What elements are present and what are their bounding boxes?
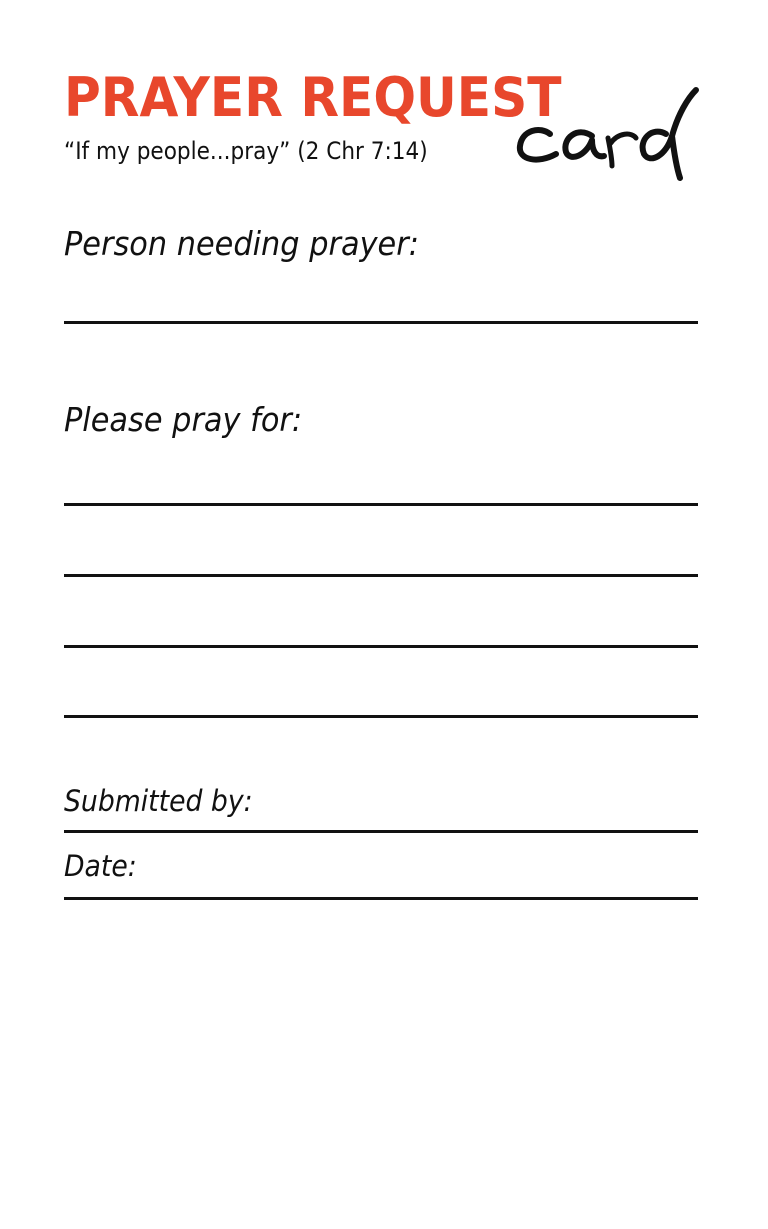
pray-for-line-2[interactable] xyxy=(64,574,698,577)
pray-for-line-3[interactable] xyxy=(64,645,698,648)
person-needing-prayer-label: Person needing prayer: xyxy=(64,224,419,263)
person-needing-prayer-line[interactable] xyxy=(64,321,698,324)
please-pray-for-label: Please pray for: xyxy=(64,400,303,439)
card-title: PRAYER REQUEST xyxy=(64,66,562,129)
pray-for-line-4[interactable] xyxy=(64,715,698,718)
submitted-by-line[interactable] xyxy=(64,830,698,833)
pray-for-line-1[interactable] xyxy=(64,503,698,506)
date-label: Date: xyxy=(64,849,137,883)
submitted-by-label: Submitted by: xyxy=(64,784,253,818)
scripture-subtitle: “If my people...pray” (2 Chr 7:14) xyxy=(64,137,428,165)
card-script-word xyxy=(508,78,708,190)
date-line[interactable] xyxy=(64,897,698,900)
